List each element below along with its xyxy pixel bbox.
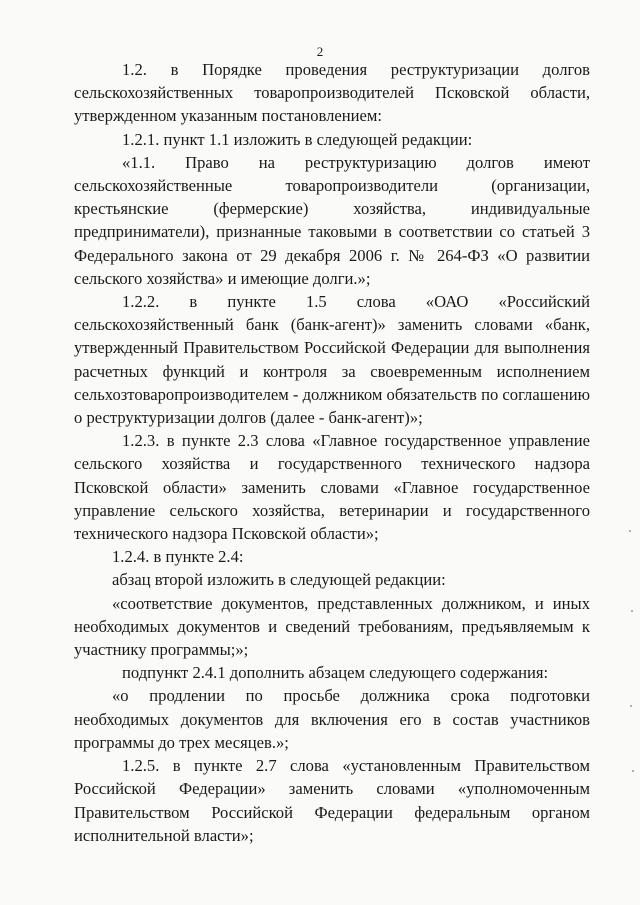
document-body	[74, 58, 590, 847]
paragraph-quote-extension: «о продлении по просьбе должника срока подготовки необходимых документов для включения его в состав участников программы до трех месяцев.»;	[74, 686, 590, 752]
paragraph-clause-1-1: «1.1. Право на реструктуризацию долгов имеют сельскохозяйственные товаропроизводители (организации, крестьянские (фермерские) хозяйства, индивидуальные предприниматели), признанные таковыми в соответствии со статьей 3 Федерального закона от 29 декабря 2006 г. № 264-ФЗ «О развитии сельского хозяйства» и имеющие долги.»;	[74, 152, 590, 288]
paragraph-1-2-1: 1.2.1. пункт 1.1 изложить в следующей редакции:	[122, 129, 473, 149]
paragraph-1-2-5: 1.2.5. в пункте 2.7 слова «установленным Правительством Российской Федерации» заменить словами «уполномоченным Правительством Российской Федерации федеральным органом исполнительной власти»;	[74, 756, 590, 845]
scan-speck	[631, 610, 633, 612]
paragraph-second-abzac: абзац второй изложить в следующей редакции:	[112, 570, 446, 590]
scan-speck	[630, 705, 632, 707]
paragraph-1-2-4: 1.2.4. в пункте 2.4:	[112, 547, 244, 567]
paragraph-subclause-2-4-1: подпункт 2.4.1 дополнить абзацем следующего содержания:	[122, 663, 549, 683]
paragraph-1-2-3: 1.2.3. в пункте 2.3 слова «Главное государственное управление сельского хозяйства и государственного технического надзора Псковской области» заменить словами «Главное государственное управление сельского хозяйства, ветеринарии и государственного технического надзора Псковской области»;	[74, 431, 590, 544]
page-number: 2	[316, 44, 324, 59]
paragraph-1-2-2: 1.2.2. в пункте 1.5 слова «ОАО «Российский сельскохозяйственный банк (банк-агент)» заменить словами «банк, утвержденный Правительством Российской Федерации для выполнения расчетных функций и контроля за своевременным исполнением сельхозтоваропроизводителем - должником обязательств по соглашению о реструктуризации долгов (далее - банк-агент)»;	[74, 292, 590, 428]
scan-speck	[632, 770, 634, 772]
paragraph-quote-conformity: «соответствие документов, представленных должником, и иных необходимых документов и сведений требованиям, предъявляемым к участнику программы;»;	[74, 593, 590, 660]
paragraph-1-2: 1.2. в Порядке проведения реструктуризации долгов сельскохозяйственных товаропроизводителей Псковской области, утвержденном указанным постановлением:	[74, 60, 590, 126]
scan-speck	[629, 530, 631, 532]
